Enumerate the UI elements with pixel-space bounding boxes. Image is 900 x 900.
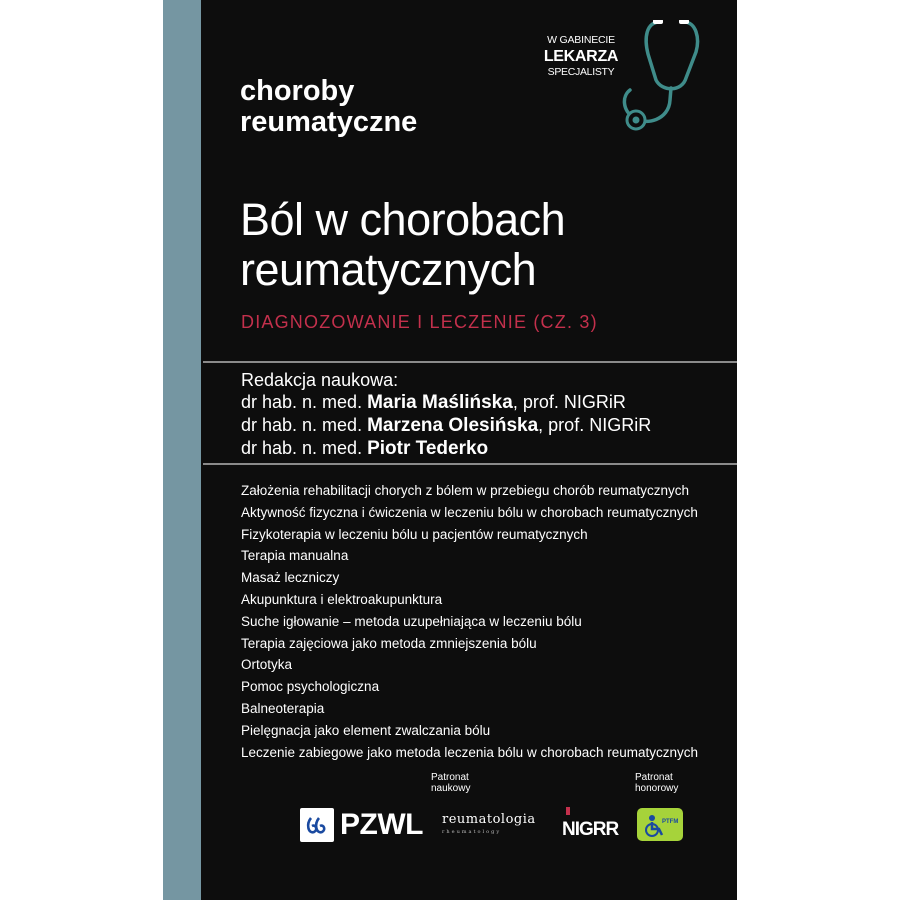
editor-degree: dr hab. n. med. bbox=[241, 438, 368, 458]
book-cover bbox=[163, 0, 737, 900]
topic-item: Leczenie zabiegowe jako metoda leczenia bólu w chorobach reumatycznych bbox=[241, 744, 699, 760]
series-title bbox=[240, 76, 417, 138]
patronage-label-line1: Patronat bbox=[431, 772, 469, 783]
publisher-logo bbox=[300, 808, 423, 842]
topic-item: Aktywność fizyczna i ćwiczenia w leczeniu bólu w chorobach reumatycznych bbox=[241, 504, 698, 520]
editor-row bbox=[241, 391, 651, 414]
editor-row bbox=[241, 414, 651, 437]
topic-item: Pomoc psychologiczna bbox=[241, 679, 380, 695]
series-badge bbox=[536, 20, 736, 140]
topic-item: Fizykoterapia w leczeniu bólu u pacjentów reumatycznych bbox=[241, 526, 588, 542]
topic-item: Masaż leczniczy bbox=[241, 570, 340, 586]
nigrr-logo-icon bbox=[560, 805, 620, 845]
editors-block bbox=[241, 369, 651, 460]
journal-name: reumatologia bbox=[442, 812, 536, 827]
foundation-name: PTFM bbox=[662, 818, 679, 825]
patronage-honorary-label bbox=[635, 772, 678, 794]
patronage-label-line1: Patronat bbox=[635, 772, 673, 783]
book-title-line2: reumatycznych bbox=[240, 244, 537, 295]
topic-item: Terapia zajęciowa jako metoda zmniejszenia bólu bbox=[241, 635, 537, 651]
topic-item: Akupunktura i elektroakupunktura bbox=[241, 591, 443, 607]
institute-logo bbox=[560, 805, 620, 850]
institute-name: NIGRR bbox=[562, 819, 619, 840]
editor-title: , prof. NIGRiR bbox=[512, 392, 626, 412]
editor-title: , prof. NIGRiR bbox=[538, 415, 652, 435]
book-title-line1: Ból w chorobach bbox=[240, 194, 566, 245]
patronage-label-line2: honorowy bbox=[635, 783, 679, 794]
series-title-line2: reumatyczne bbox=[240, 106, 418, 138]
badge-text bbox=[536, 34, 626, 79]
topic-item: Pielęgnacja jako element zwalczania bólu bbox=[241, 722, 491, 738]
badge-line2: LEKARZA bbox=[543, 48, 619, 65]
editor-name: Marzena Olesińska bbox=[367, 415, 539, 436]
editor-name: Piotr Tederko bbox=[367, 438, 489, 459]
topic-item: Terapia manualna bbox=[241, 548, 349, 564]
wheelchair-icon bbox=[640, 812, 680, 838]
editor-degree: dr hab. n. med. bbox=[241, 392, 368, 412]
divider-top bbox=[203, 361, 737, 363]
book-subtitle: DIAGNOZOWANIE I LECZENIE (CZ. 3) bbox=[241, 312, 598, 332]
divider-bottom bbox=[203, 463, 737, 465]
editor-row bbox=[241, 437, 651, 460]
topic-item: Suche igłowanie – metoda uzupełniająca w leczeniu bólu bbox=[241, 613, 582, 629]
topics-list bbox=[241, 480, 698, 763]
patronage-scientific-label bbox=[431, 772, 470, 794]
editors-heading: Redakcja naukowa: bbox=[241, 370, 399, 390]
book-title bbox=[240, 195, 565, 295]
publisher-name: PZWL bbox=[340, 808, 423, 841]
cover-spine bbox=[163, 0, 201, 900]
badge-line1: W GABINECIE bbox=[547, 34, 615, 46]
topic-item: Balneoterapia bbox=[241, 700, 325, 716]
badge-line3: SPECJALISTY bbox=[547, 66, 615, 78]
editor-degree: dr hab. n. med. bbox=[241, 415, 368, 435]
pzwl-mark-icon bbox=[300, 808, 334, 842]
foundation-logo bbox=[637, 808, 683, 841]
topic-item: Założenia rehabilitacji chorych z bólem w przebiegu chorób reumatycznych bbox=[241, 483, 689, 498]
topic-item: Ortotyka bbox=[241, 657, 293, 673]
journal-logo bbox=[442, 812, 536, 835]
series-title-line1: choroby bbox=[240, 75, 355, 107]
editor-name: Maria Maślińska bbox=[367, 392, 513, 413]
patronage-label-line2: naukowy bbox=[431, 783, 471, 794]
journal-subname: rheumatology bbox=[442, 829, 502, 835]
